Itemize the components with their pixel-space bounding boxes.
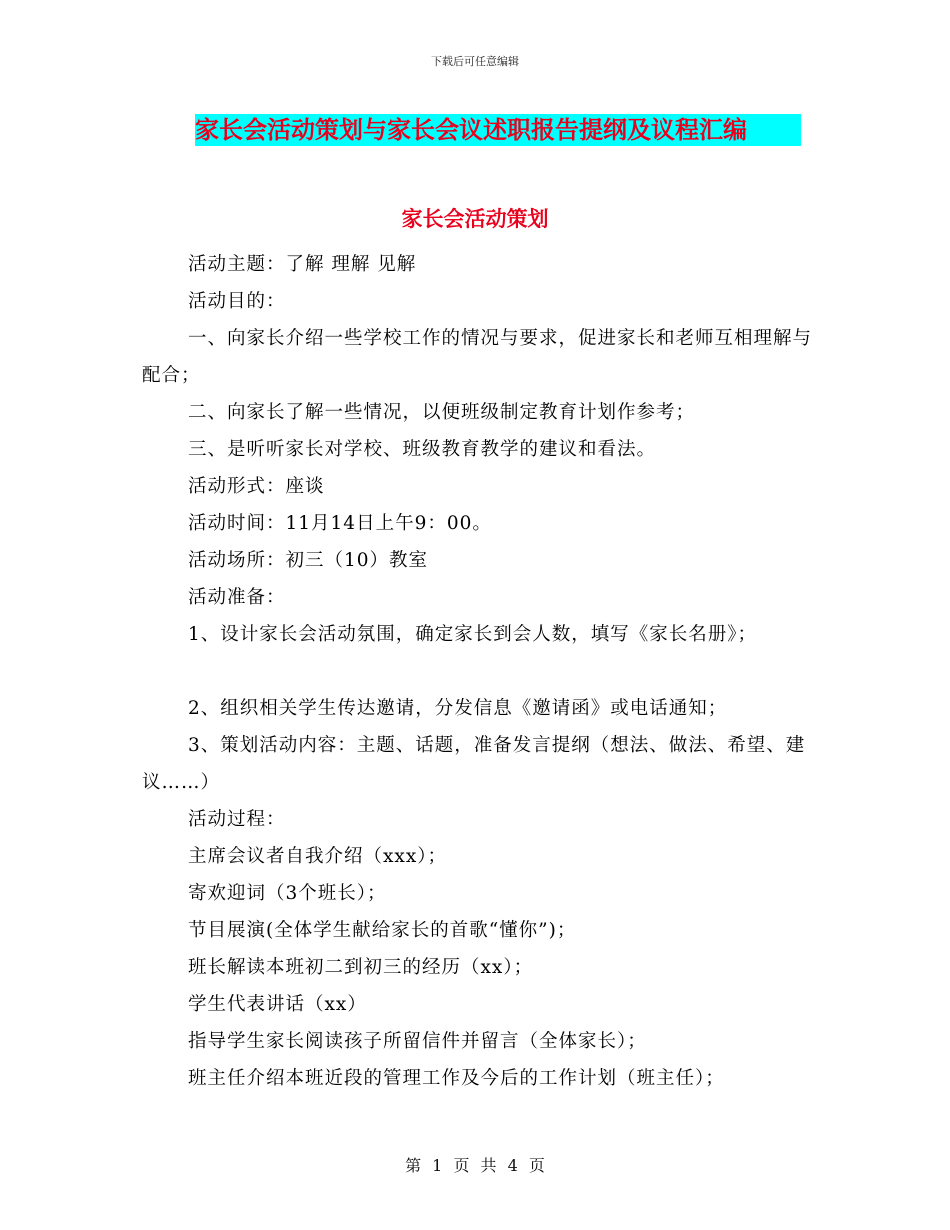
paragraph-process-3: 节目展演(全体学生献给家长的首歌“懂你”)； — [188, 920, 577, 941]
paragraph-process-4: 班长解读本班初二到初三的经历（xx）； — [188, 957, 534, 978]
body-text — [142, 246, 822, 1097]
paragraph-prep-heading: 活动准备： — [188, 587, 286, 608]
paragraph-venue: 活动场所：初三（10）教室 — [188, 550, 429, 571]
paragraph-format: 活动形式：座谈 — [188, 476, 325, 497]
paragraph-process-5: 学生代表讲话（xx） — [188, 994, 367, 1015]
document-title: 家长会活动策划与家长会议述职报告提纲及议程汇编 — [195, 114, 801, 146]
paragraph-theme: 活动主题：了解 理解 见解 — [188, 254, 417, 275]
paragraph-time: 活动时间：11月14日上午9：00。 — [188, 513, 492, 534]
paragraph-process-heading: 活动过程： — [188, 809, 286, 830]
paragraph-process-7: 班主任介绍本班近段的管理工作及今后的工作计划（班主任）； — [188, 1068, 725, 1089]
paragraph-purpose-1: 一、向家长介绍一些学校工作的情况与要求，促进家长和老师互相理解与配合； — [142, 328, 813, 386]
header-note: 下载后可任意编辑 — [431, 55, 519, 68]
paragraph-purpose-2: 二、向家长了解一些情况，以便班级制定教育计划作参考； — [188, 402, 696, 423]
paragraph-prep-3: 3、策划活动内容：主题、话题，准备发言提纲（想法、做法、希望、建议……） — [142, 735, 806, 793]
paragraph-process-1: 主席会议者自我介绍（xxx）； — [188, 846, 448, 867]
section-title: 家长会活动策划 — [401, 206, 549, 231]
paragraph-prep-2: 2、组织相关学生传达邀请，分发信息《邀请函》或电话通知； — [188, 698, 728, 719]
paragraph-purpose-heading: 活动目的： — [188, 291, 286, 312]
page-footer: 第 1 页 共 4 页 — [405, 1156, 545, 1175]
paragraph-prep-1: 1、设计家长会活动氛围，确定家长到会人数，填写《家长名册》； — [188, 624, 758, 645]
paragraph-process-2: 寄欢迎词（3个班长）； — [188, 883, 387, 904]
paragraph-process-6: 指导学生家长阅读孩子所留信件并留言（全体家长）； — [188, 1031, 647, 1052]
paragraph-purpose-3: 三、是听听家长对学校、班级教育教学的建议和看法。 — [188, 439, 657, 460]
